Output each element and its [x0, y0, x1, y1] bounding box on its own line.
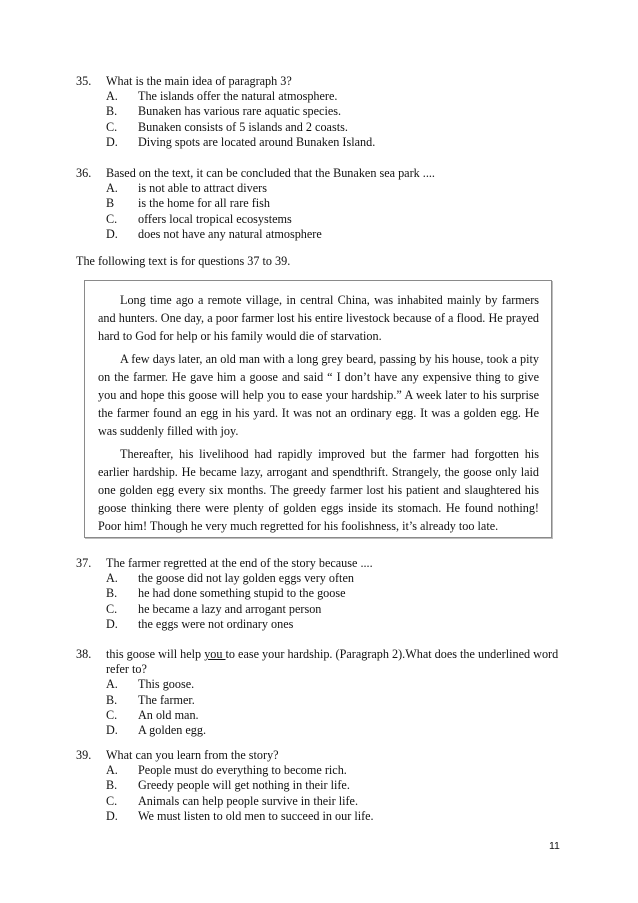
option-text: Greedy people will get nothing in their life. — [138, 778, 350, 793]
stem-text-after: to ease your hardship. (Paragraph 2).What does the underlined word refer to? — [106, 647, 559, 677]
option-text: This goose. — [138, 677, 195, 692]
option-text: The islands offer the natural atmosphere. — [138, 89, 338, 104]
option-text: An old man. — [138, 707, 199, 722]
passage-paragraph-3: Thereafter, his livelihood had rapidly improved but the farmer had forgotten his earlier hardship. He became lazy, arrogant and spendthrift. Strangely, the goose only laid one golden egg every six months. The greedy farmer lost his patient and slaughtered his goose thinking there were plenty of golden eggs inside its stomach. He found nothing! Poor him! Though he very much regretted for his foolishness, it’s already too late. — [98, 447, 539, 533]
question-number: 37. — [76, 556, 92, 570]
option-b — [106, 104, 566, 119]
option-text: Bunaken has various rare aquatic species. — [138, 104, 342, 119]
option-text: A golden egg. — [138, 722, 207, 737]
option-text: does not have any natural atmosphere — [138, 226, 322, 241]
option-letter: C. — [106, 211, 118, 226]
option-a — [106, 571, 566, 586]
option-letter: C. — [106, 707, 118, 722]
question-38 — [76, 647, 566, 738]
option-b — [106, 586, 566, 601]
option-text: Animals can help people survive in their life. — [138, 793, 358, 808]
option-letter: B. — [106, 586, 118, 601]
option-b — [106, 778, 566, 793]
option-letter: B. — [106, 104, 118, 119]
option-c — [106, 794, 566, 809]
option-text: he became a lazy and arrogant person — [138, 601, 322, 616]
question-number: 36. — [76, 166, 92, 180]
option-text: Diving spots are located around Bunaken Island. — [138, 134, 376, 149]
stem-text-before: this goose will help — [106, 647, 205, 661]
option-b — [106, 196, 566, 211]
option-text: Bunaken consists of 5 islands and 2 coasts. — [138, 119, 348, 134]
option-a — [106, 677, 566, 692]
option-letter: A. — [106, 763, 118, 778]
option-text: We must listen to old men to succeed in our life. — [138, 808, 374, 823]
option-b — [106, 693, 566, 708]
option-d — [106, 809, 566, 824]
question-stem: What can you learn from the story? — [106, 748, 279, 762]
option-letter: B. — [106, 778, 118, 793]
option-letter: D. — [106, 722, 118, 737]
question-37 — [76, 556, 566, 632]
reading-passage-box — [84, 280, 552, 538]
option-text: offers local tropical ecosystems — [138, 211, 292, 226]
question-39 — [76, 748, 566, 824]
option-letter: A. — [106, 181, 118, 196]
question-stem: The farmer regretted at the end of the story because .... — [106, 556, 373, 570]
option-letter: C. — [106, 793, 118, 808]
question-stem: Based on the text, it can be concluded that the Bunaken sea park .... — [106, 166, 435, 180]
option-letter: C. — [106, 119, 118, 134]
page-number: 11 — [549, 840, 560, 852]
option-c — [106, 708, 566, 723]
question-number: 38. — [76, 647, 92, 661]
option-letter: B. — [106, 692, 118, 707]
option-letter: A. — [106, 571, 118, 586]
option-d — [106, 617, 566, 632]
option-c — [106, 120, 566, 135]
question-35 — [76, 74, 566, 150]
option-letter: A. — [106, 89, 118, 104]
option-c — [106, 602, 566, 617]
question-stem: What is the main idea of paragraph 3? — [106, 74, 292, 88]
option-letter: B — [106, 196, 115, 211]
option-text: he had done something stupid to the goose — [138, 586, 346, 601]
option-text: is the home for all rare fish — [138, 196, 270, 211]
passage-paragraph-1: Long time ago a remote village, in central China, was inhabited mainly by farmers and hunters. One day, a poor farmer lost his entire livestock because of a flood. He prayed hard to God for help or his family would die of starvation. — [98, 293, 539, 343]
option-c — [106, 212, 566, 227]
passage-intro: The following text is for questions 37 to 39. — [76, 254, 291, 268]
option-letter: D. — [106, 226, 118, 241]
option-d — [106, 227, 566, 242]
option-text: the eggs were not ordinary ones — [138, 616, 294, 631]
question-stem — [106, 647, 566, 677]
question-number: 39. — [76, 748, 92, 762]
option-letter: D. — [106, 616, 118, 631]
option-letter: C. — [106, 601, 118, 616]
underlined-word: you — [204, 647, 226, 661]
option-letter: A. — [106, 677, 118, 692]
option-letter: D. — [106, 134, 118, 149]
question-36 — [76, 166, 566, 242]
option-letter: D. — [106, 808, 118, 823]
option-text: The farmer. — [138, 692, 195, 707]
option-text: People must do everything to become rich. — [138, 763, 347, 778]
passage-paragraph-2: A few days later, an old man with a long grey beard, passing by his house, took a pity on the farmer. He gave him a goose and said “ I don’t have any expensive thing to give you and hope this goose will help you to ease your hardship.” A week later to his surprise the farmer found an egg in his yard. It was not an ordinary egg. It was a golden egg. He was suddenly filled with joy. — [98, 352, 539, 438]
option-text: the goose did not lay golden eggs very often — [138, 571, 354, 586]
option-d — [106, 723, 566, 738]
option-a — [106, 763, 566, 778]
option-text: is not able to attract divers — [138, 181, 267, 196]
option-a — [106, 181, 566, 196]
question-number: 35. — [76, 74, 92, 88]
option-a — [106, 89, 566, 104]
option-d — [106, 135, 566, 150]
